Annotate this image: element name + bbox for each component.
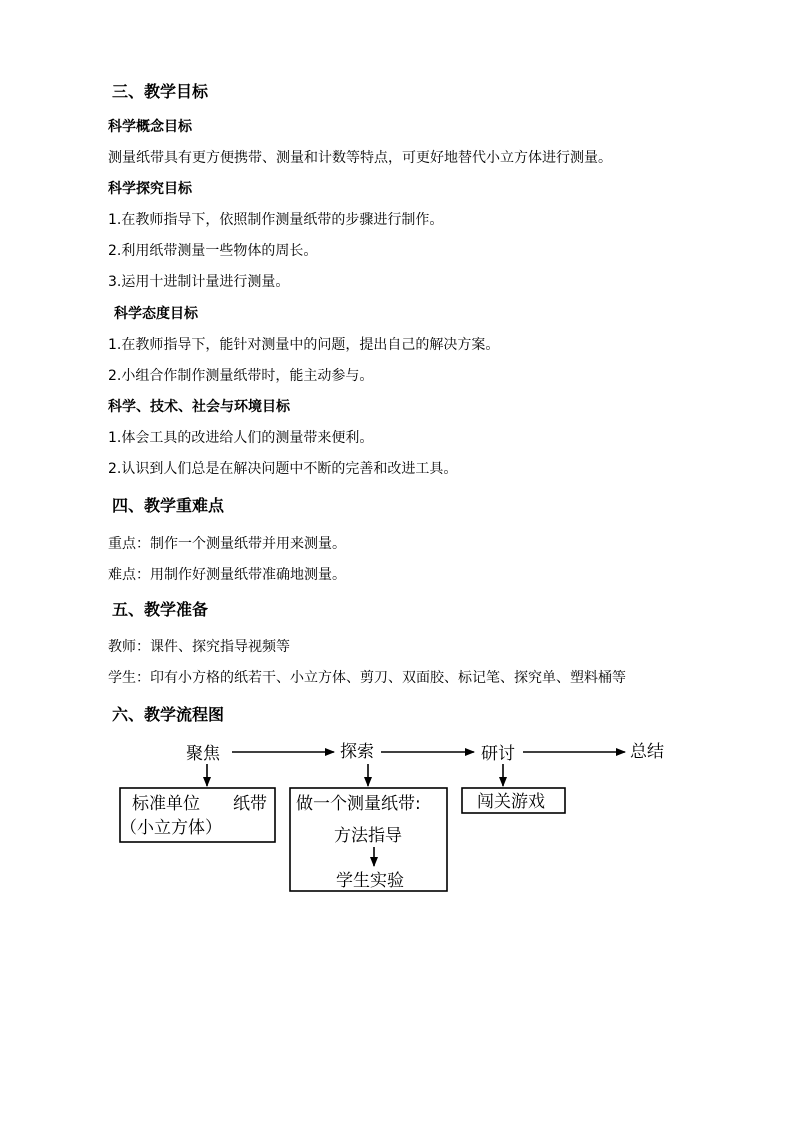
student-preparation-text: 学生：印有小方格的纸若干、小立方体、剪刀、双面胶、标记笔、探究单、塑料桶等 [108,670,626,686]
section-title-preparation: 五、教学准备 [112,600,209,619]
small-cube-label: （小立方体） [120,818,222,838]
make-strip-box [290,788,447,891]
inquiry-goal-item: 2.利用纸带测量一些物体的周长。 [108,243,318,259]
standard-unit-box [120,788,275,842]
inquiry-goal-title: 科学探究目标 [108,181,192,197]
sts-goal-title: 科学、技术、社会与环境目标 [108,399,290,415]
teacher-preparation-text: 教师：课件、探究指导视频等 [108,639,290,655]
concept-goal-title: 科学概念目标 [108,119,192,135]
make-strip-label: 做一个测量纸带: [296,794,421,814]
section-title-goals: 三、教学目标 [112,82,209,101]
attitude-goal-item: 2.小组合作制作测量纸带时，能主动参与。 [108,368,374,384]
student-experiment-label: 学生实验 [336,871,404,891]
standard-unit-label: 标准单位 [132,794,200,814]
attitude-goal-item: 1.在教师指导下，能针对测量中的问题，提出自己的解决方案。 [108,337,500,353]
attitude-goal-title: 科学态度目标 [114,306,198,322]
sts-goal-item: 1.体会工具的改进给人们的测量带来便利。 [108,430,374,446]
level-game-label: 闯关游戏 [477,792,545,812]
stage-summary-label: 总结 [630,742,664,762]
method-guidance-label: 方法指导 [334,826,402,846]
stage-focus-label: 聚焦 [186,744,220,764]
stage-explore-label: 探索 [340,742,374,762]
key-point-text: 重点：制作一个测量纸带并用来测量。 [108,536,346,552]
level-game-box [462,788,565,813]
section-title-flowchart: 六、教学流程图 [112,705,225,724]
difficult-point-text: 难点：用制作好测量纸带准确地测量。 [108,567,346,583]
stage-discuss-label: 研讨 [481,744,515,764]
inquiry-goal-item: 3.运用十进制计量进行测量。 [108,274,290,290]
sts-goal-item: 2.认识到人们总是在解决问题中不断的完善和改进工具。 [108,461,458,477]
concept-goal-text: 测量纸带具有更方便携带、测量和计数等特点，可更好地替代小立方体进行测量。 [108,150,612,166]
paper-strip-label: 纸带 [233,794,267,814]
section-title-difficulty: 四、教学重难点 [112,496,225,515]
inquiry-goal-item: 1.在教师指导下，依照制作测量纸带的步骤进行制作。 [108,212,444,228]
